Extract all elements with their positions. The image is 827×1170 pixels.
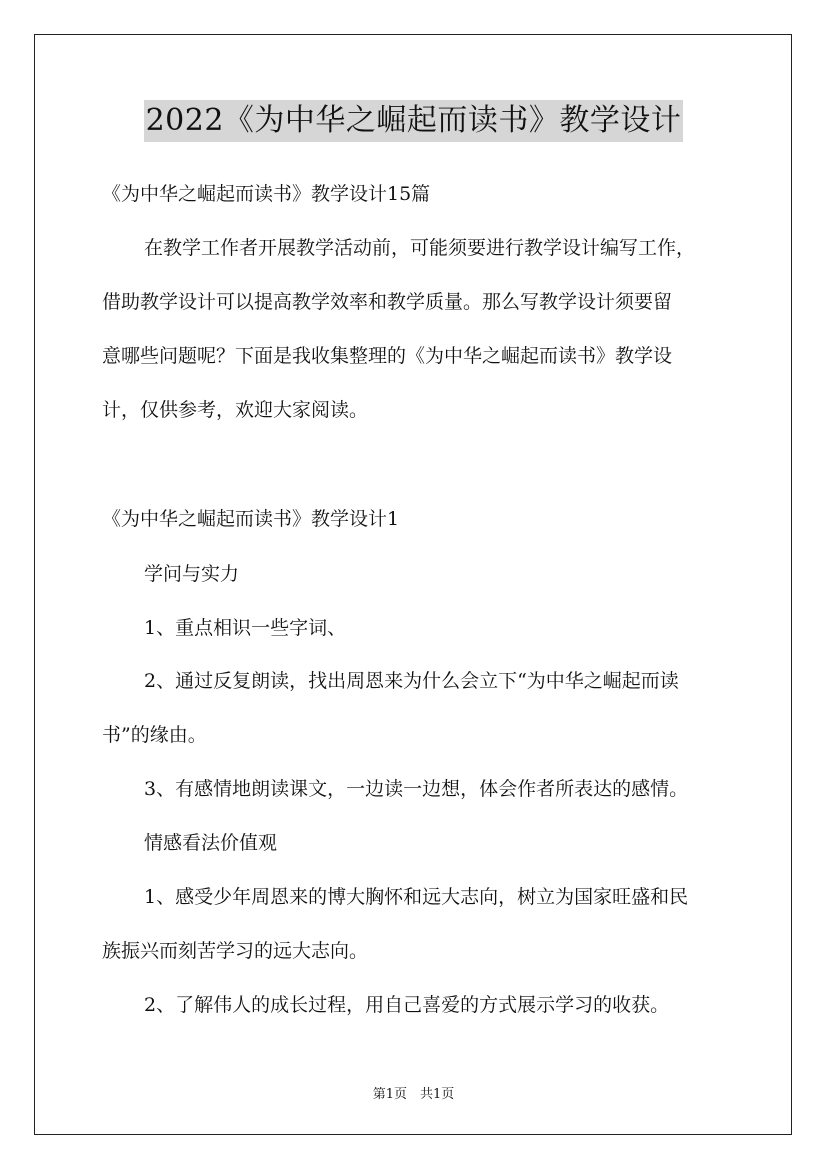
emotion-item-continued: 族振兴而刻苦学习的远大志向。 (102, 940, 369, 962)
document-subtitle: 《为中华之崛起而读书》教学设计15篇 (102, 183, 431, 205)
knowledge-item: 2、通过反复朗读，找出周恩来为什么会立下“为中华之崛起而读 (144, 670, 679, 692)
emotion-heading: 情感看法价值观 (144, 832, 278, 854)
knowledge-item: 3、有感情地朗读课文，一边读一边想，体会作者所表达的感情。 (144, 778, 689, 800)
intro-line: 借助教学设计可以提高教学效率和教学质量。那么写教学设计须要留 (102, 291, 673, 313)
section-heading: 《为中华之崛起而读书》教学设计1 (102, 508, 400, 530)
knowledge-item: 1、重点相识一些字词、 (144, 617, 347, 639)
intro-line: 意哪些问题呢？下面是我收集整理的《为中华之崛起而读书》教学设 (102, 345, 673, 367)
intro-line: 计，仅供参考，欢迎大家阅读。 (102, 399, 369, 421)
knowledge-item-continued: 书”的缘由。 (102, 724, 207, 746)
document-title: 2022《为中华之崛起而读书》教学设计 (144, 100, 684, 142)
intro-line: 在教学工作者开展教学活动前，可能须要进行教学设计编写工作， (144, 237, 696, 259)
title-container (0, 100, 827, 142)
page-footer: 第1页 共1页 (372, 1087, 455, 1102)
emotion-item: 1、感受少年周恩来的博大胸怀和远大志向，树立为国家旺盛和民 (144, 886, 689, 908)
knowledge-heading: 学问与实力 (144, 563, 240, 585)
emotion-item: 2、了解伟人的成长过程，用自己喜爱的方式展示学习的收获。 (144, 994, 670, 1016)
